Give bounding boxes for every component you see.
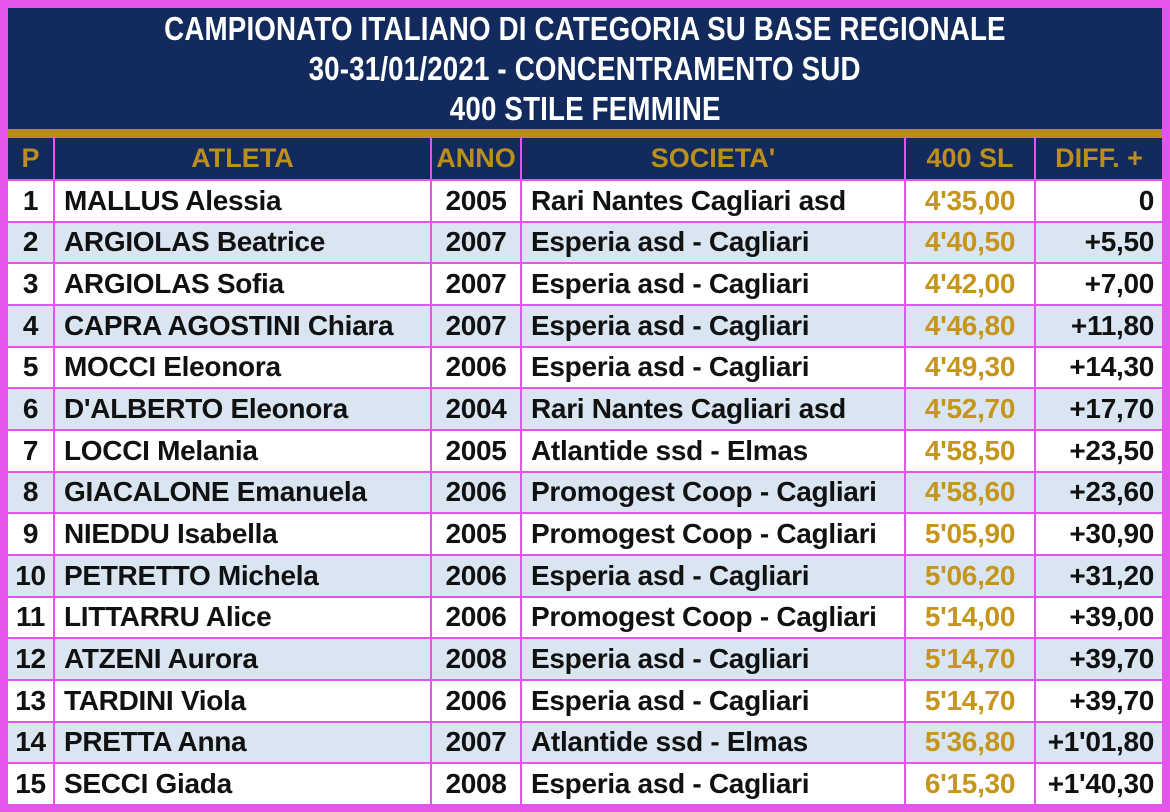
year-cell: 2006: [432, 598, 520, 638]
club-cell: Esperia asd - Cagliari: [522, 306, 904, 346]
time-cell: 5'14,70: [906, 639, 1034, 679]
gap-cell: +1'40,30: [1036, 764, 1162, 804]
event-date-subtitle: 30-31/01/2021 - CONCENTRAMENTO SUD: [308, 49, 862, 87]
time-cell: 5'05,90: [906, 514, 1034, 554]
time-cell: 4'35,00: [906, 181, 1034, 221]
club-cell: Esperia asd - Cagliari: [522, 764, 904, 804]
club-cell: Promogest Coop - Cagliari: [522, 598, 904, 638]
year-cell: 2007: [432, 223, 520, 263]
time-cell: 4'40,50: [906, 223, 1034, 263]
time-cell: 5'14,70: [906, 681, 1034, 721]
club-cell: Esperia asd - Cagliari: [522, 556, 904, 596]
club-cell: Esperia asd - Cagliari: [522, 681, 904, 721]
athlete-cell: CAPRA AGOSTINI Chiara: [55, 306, 430, 346]
athlete-cell: D'ALBERTO Eleonora: [55, 389, 430, 429]
time-cell: 4'46,80: [906, 306, 1034, 346]
athlete-cell: PRETTA Anna: [55, 723, 430, 763]
gap-cell: +39,70: [1036, 681, 1162, 721]
time-cell: 5'36,80: [906, 723, 1034, 763]
rank-cell: 5: [8, 348, 53, 388]
time-cell: 4'58,50: [906, 431, 1034, 471]
time-cell: 4'49,30: [906, 348, 1034, 388]
club-cell: Promogest Coop - Cagliari: [522, 473, 904, 513]
athlete-cell: MALLUS Alessia: [55, 181, 430, 221]
rank-cell: 15: [8, 764, 53, 804]
rank-cell: 12: [8, 639, 53, 679]
rank-cell: 11: [8, 598, 53, 638]
championship-title: CAMPIONATO ITALIANO DI CATEGORIA SU BASE REGIONALE: [164, 9, 1006, 47]
athlete-cell: GIACALONE Emanuela: [55, 473, 430, 513]
gap-cell: +39,00: [1036, 598, 1162, 638]
year-cell: 2006: [432, 348, 520, 388]
gap-cell: +39,70: [1036, 639, 1162, 679]
club-cell: Esperia asd - Cagliari: [522, 348, 904, 388]
gap-cell: +23,50: [1036, 431, 1162, 471]
club-cell: Rari Nantes Cagliari asd: [522, 389, 904, 429]
year-cell: 2004: [432, 389, 520, 429]
gap-cell: +23,60: [1036, 473, 1162, 513]
club-cell: Esperia asd - Cagliari: [522, 639, 904, 679]
rank-cell: 4: [8, 306, 53, 346]
athlete-cell: ATZENI Aurora: [55, 639, 430, 679]
title-block: [8, 8, 1162, 129]
athlete-cell: ARGIOLAS Sofia: [55, 264, 430, 304]
athlete-cell: SECCI Giada: [55, 764, 430, 804]
column-header-diff: DIFF. +: [1036, 138, 1162, 179]
year-cell: 2007: [432, 264, 520, 304]
gap-cell: +31,20: [1036, 556, 1162, 596]
club-cell: Rari Nantes Cagliari asd: [522, 181, 904, 221]
year-cell: 2007: [432, 723, 520, 763]
rank-cell: 14: [8, 723, 53, 763]
club-cell: Esperia asd - Cagliari: [522, 223, 904, 263]
gold-divider: [8, 129, 1162, 138]
gap-cell: +11,80: [1036, 306, 1162, 346]
gap-cell: 0: [1036, 181, 1162, 221]
results-table: [8, 138, 1162, 804]
club-cell: Atlantide ssd - Elmas: [522, 431, 904, 471]
rank-cell: 7: [8, 431, 53, 471]
gap-cell: +1'01,80: [1036, 723, 1162, 763]
rank-cell: 6: [8, 389, 53, 429]
year-cell: 2008: [432, 764, 520, 804]
athlete-cell: MOCCI Eleonora: [55, 348, 430, 388]
time-cell: 5'06,20: [906, 556, 1034, 596]
gap-cell: +14,30: [1036, 348, 1162, 388]
rank-cell: 1: [8, 181, 53, 221]
time-cell: 6'15,30: [906, 764, 1034, 804]
column-header-anno: ANNO: [432, 138, 520, 179]
column-header-societa: SOCIETA': [522, 138, 904, 179]
gap-cell: +5,50: [1036, 223, 1162, 263]
time-cell: 4'58,60: [906, 473, 1034, 513]
year-cell: 2005: [432, 431, 520, 471]
club-cell: Promogest Coop - Cagliari: [522, 514, 904, 554]
year-cell: 2006: [432, 681, 520, 721]
column-header-atleta: ATLETA: [55, 138, 430, 179]
athlete-cell: TARDINI Viola: [55, 681, 430, 721]
gap-cell: +17,70: [1036, 389, 1162, 429]
gap-cell: +7,00: [1036, 264, 1162, 304]
club-cell: Atlantide ssd - Elmas: [522, 723, 904, 763]
athlete-cell: ARGIOLAS Beatrice: [55, 223, 430, 263]
time-cell: 4'52,70: [906, 389, 1034, 429]
club-cell: Esperia asd - Cagliari: [522, 264, 904, 304]
athlete-cell: LOCCI Melania: [55, 431, 430, 471]
rank-cell: 9: [8, 514, 53, 554]
year-cell: 2005: [432, 514, 520, 554]
race-name: 400 STILE FEMMINE: [449, 89, 721, 127]
rank-cell: 3: [8, 264, 53, 304]
athlete-cell: PETRETTO Michela: [55, 556, 430, 596]
athlete-cell: LITTARRU Alice: [55, 598, 430, 638]
athlete-cell: NIEDDU Isabella: [55, 514, 430, 554]
rank-cell: 2: [8, 223, 53, 263]
rank-cell: 10: [8, 556, 53, 596]
time-cell: 5'14,00: [906, 598, 1034, 638]
column-header-400sl: 400 SL: [906, 138, 1034, 179]
rank-cell: 8: [8, 473, 53, 513]
time-cell: 4'42,00: [906, 264, 1034, 304]
year-cell: 2005: [432, 181, 520, 221]
year-cell: 2008: [432, 639, 520, 679]
year-cell: 2006: [432, 556, 520, 596]
gap-cell: +30,90: [1036, 514, 1162, 554]
column-header-pos: P: [8, 138, 53, 179]
year-cell: 2007: [432, 306, 520, 346]
year-cell: 2006: [432, 473, 520, 513]
rank-cell: 13: [8, 681, 53, 721]
